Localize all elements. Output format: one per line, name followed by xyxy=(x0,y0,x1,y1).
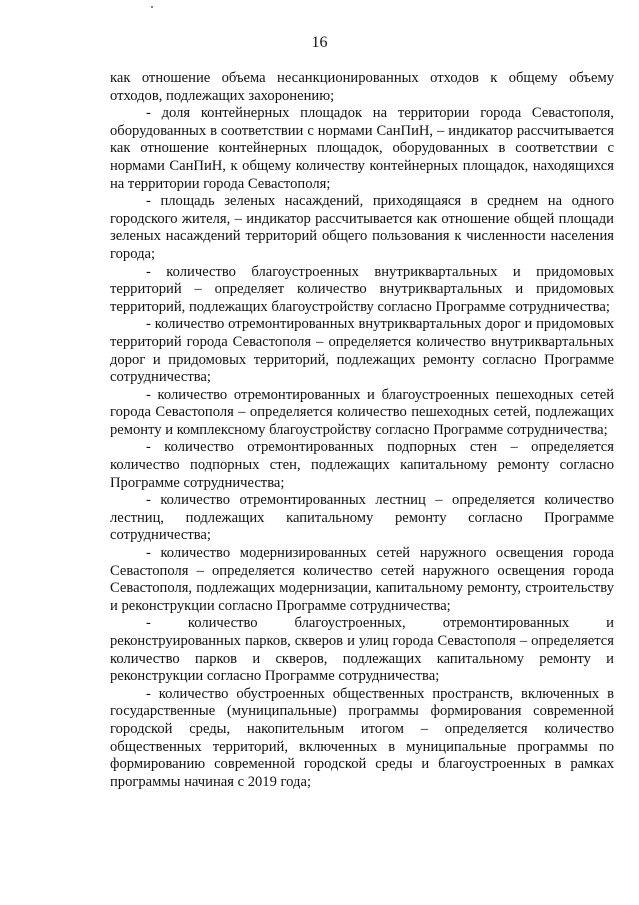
paragraph-street-lighting: - количество модернизированных сетей наружного освещения города Севастополя – определяется количество сетей наружного освещения города Севастополя, подлежащих модернизации, капитальному ремонту, строительству и реконструкции согласно Программе сотрудничества; xyxy=(110,545,614,614)
paragraph-pedestrian-networks: - количество отремонтированных и благоустроенных пешеходных сетей города Севастополя – определяется количество пешеходных сетей, подлежащих ремонту и комплексному благоустройству согласно Программе сотрудничества; xyxy=(110,386,614,438)
page-number: 16 xyxy=(311,34,328,51)
paragraph-parks-squares: - количество благоустроенных, отремонтированных и реконструированных парков, скверов и улиц города Севастополя – определяется количество парков и скверов, подлежащих капитальному ремонту и реконструкции согласно Программе сотрудничества; xyxy=(110,615,614,685)
scan-speck xyxy=(151,6,153,8)
document-body xyxy=(110,70,614,791)
paragraph-public-spaces: - количество обустроенных общественных пространств, включенных в государственные (муниципальные) программы формирования современной городской среды, накопительным итогом – определяется количество общественных территорий, включенных в муниципальные программы по формированию современной городской среды и благоустроенных в рамках программы начиная с 2019 года; xyxy=(110,685,614,790)
paragraph-retaining-walls: - количество отремонтированных подпорных стен – определяется количество подпорных стен, подлежащих капитальному ремонту согласно Программе сотрудничества; xyxy=(110,439,614,491)
paragraph-stairs: - количество отремонтированных лестниц – определяется количество лестниц, подлежащих капитальному ремонту согласно Программе сотрудничества; xyxy=(110,492,614,544)
paragraph-yard-territories: - количество благоустроенных внутриквартальных и придомовых территорий – определяет количество внутриквартальных и придомовых территорий, подлежащих благоустройству согласно Программе сотрудничества; xyxy=(110,263,614,315)
paragraph-continuation: как отношение объема несанкционированных отходов к общему объему отходов, подлежащих захоронению; xyxy=(110,70,614,104)
paragraph-repaired-roads: - количество отремонтированных внутриквартальных дорог и придомовых территорий города Севастополя – определяется количество внутриквартальных дорог и придомовых территорий, подлежащих ремонту согласно Программе сотрудничества; xyxy=(110,316,614,386)
paragraph-green-area: - площадь зеленых насаждений, приходящаяся в среднем на одного городского жителя, – индикатор рассчитывается как отношение общей площади зеленых насаждений территорий общего пользования к численности населения города; xyxy=(110,193,614,262)
paragraph-container-sites: - доля контейнерных площадок на территории города Севастополя, оборудованных в соответствии с нормами СанПиН, – индикатор рассчитывается как отношение контейнерных площадок, оборудованных в соответствии с нормами СанПиН, к общему количеству контейнерных площадок, находящихся на территории города Севастополя; xyxy=(110,105,614,192)
